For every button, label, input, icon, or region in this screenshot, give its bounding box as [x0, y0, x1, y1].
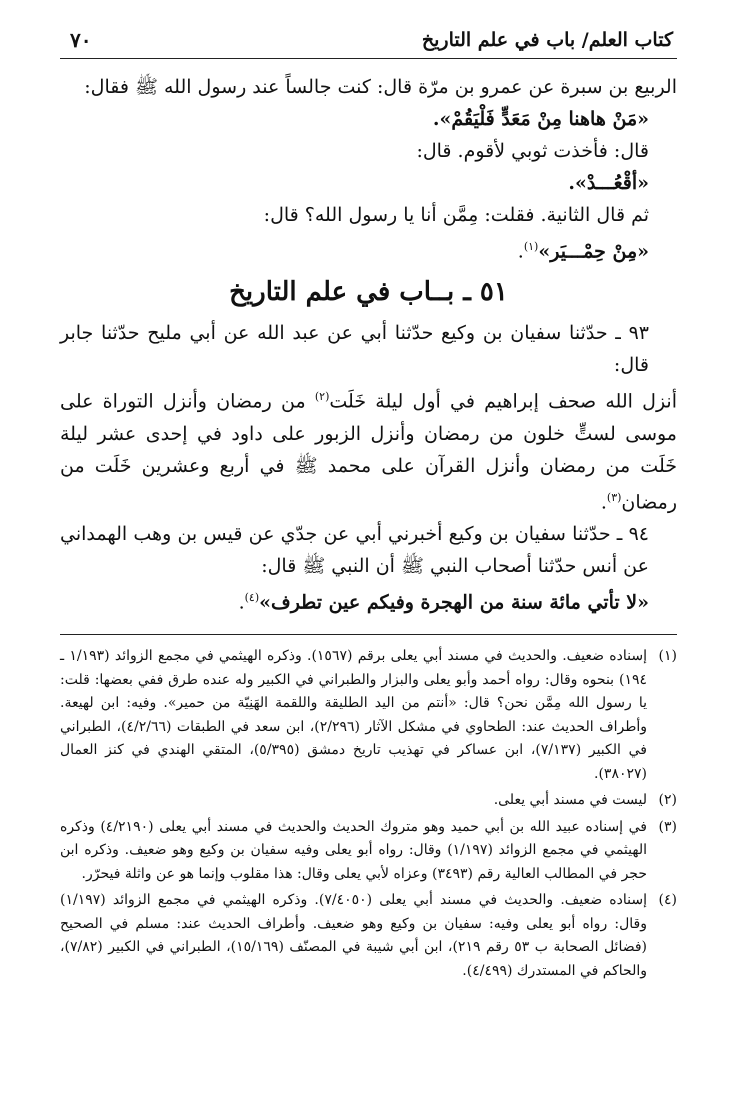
page-number: ٧٠ — [70, 28, 92, 52]
footnote-text: ليست في مسند أبي يعلى. — [493, 792, 647, 809]
quote-3-end: . — [517, 240, 524, 263]
footnote-2 — [60, 789, 677, 813]
quote-2: «أقْعُـــدْ». — [568, 172, 649, 194]
footnotes — [60, 645, 677, 983]
footnote-ref-3[interactable]: (٣) — [606, 490, 622, 504]
running-title: كتاب العلم/ باب في علم التاريخ — [421, 29, 673, 51]
footnote-number: (١) — [658, 648, 677, 665]
paragraph-2: قال: فأخذت ثوبي لأقوم. قال: — [416, 140, 649, 162]
hadith-93-end: . — [600, 490, 607, 513]
quote-1: «مَنْ هاهنا مِنْ مَعَدٍّ فَلْيَقُمْ». — [432, 108, 649, 130]
footnote-3 — [60, 816, 677, 887]
footnote-number: (٤) — [658, 892, 677, 909]
quote-4-end: . — [238, 591, 245, 614]
page-header — [60, 28, 677, 58]
paragraph-1: الربيع بن سبرة عن عمرو بن مرّة قال: كنت جالساً عند رسول الله ﷺ فقال: — [84, 76, 677, 98]
hadith-94-chain: ٩٤ ـ حدّثنا سفيان بن وكيع أخبرني أبي عن جدّي عن قيس بن وهب الهمداني عن أنس حدّثنا أصحاب النبي ﷺ أن النبي ﷺ قال: — [60, 522, 649, 577]
quote-3-line — [60, 231, 677, 267]
header-rule — [60, 58, 677, 59]
footnote-text: إسناده ضعيف. والحديث في مسند أبي يعلى (٧/٤٠٥٠). وذكره الهيثمي في مجمع الزوائد (١/١٩٧) وقال: رواه أبو يعلى وفيه: سفيان بن وكيع وهو ضعيف. وأطراف الحديث عند: مسلم في الصحيح (فضائل الصحابة ب ٥٣ رقم ٢١٩)، ابن أبي شيبة في المصنّف (١٥/١٦٩)، الطبراني في الكبير (٧/٨٢)، والحاكم في المستدرك (٤/٤٩٩). — [60, 892, 648, 979]
footnote-text: في إسناده عبيد الله بن أبي حميد وهو متروك الحديث والحديث في مسند أبي يعلى (٤/٢١٩٠) وذكره الهيثمي في مجمع الزوائد (١/١٩٧) وقال: رواه أبو يعلى وفيه سفيان بن وكيع وهو ضعيف. وذكره ابن حجر في المطالب العالية رقم (٣٤٩٣) وعزاه لأبي يعلى وقال: هذا مقلوب وإنما هو عن واثلة فيحرّر. — [60, 818, 647, 882]
footnote-number: (٢) — [658, 792, 677, 809]
footnote-ref-2[interactable]: (٢) — [314, 390, 330, 404]
main-text — [60, 71, 677, 618]
hadith-93-text — [60, 381, 677, 518]
chapter-heading: ٥١ ـ بــاب في علم التاريخ — [229, 277, 508, 308]
footnote-4 — [60, 889, 677, 983]
quote-4-line — [60, 582, 677, 618]
hadith-93-part-a: أنزل الله صحف إبراهيم في أول ليلة خَلَت — [329, 390, 677, 413]
hadith-93-chain: ٩٣ ـ حدّثنا سفيان بن وكيع حدّثنا أبي عن عبد الله عن أبي مليح حدّثنا جابر قال: — [60, 322, 649, 377]
hadith-93-part-b: من رمضان وأنزل التوراة على موسى لستٍّ خلون من رمضان وأنزل الزبور على داود في إحدى عشر ليلة خَلَت من رمضان وأنزل القرآن على محمد ﷺ في أربع وعشرين خَلَت من رمضان — [60, 390, 677, 513]
quote-3: «مِنْ حِمْـــيَر» — [538, 240, 649, 263]
paragraph-3: ثم قال الثانية. فقلت: مِمَّن أنا يا رسول الله؟ قال: — [263, 204, 649, 226]
footnote-separator — [60, 634, 677, 635]
footnote-ref-1[interactable]: (١) — [523, 240, 539, 253]
quote-4: «لا تأتي مائة سنة من الهجرة وفيكم عين تطرف» — [259, 591, 649, 614]
footnote-text: إسناده ضعيف. والحديث في مسند أبي يعلى برقم (١٥٦٧). وذكره الهيثمي في مجمع الزوائد (١/١٩٣ ـ ١٩٤) بنحوه وقال: رواه أحمد وأبو يعلى والبزار والطبراني في الكبير وله عنده طرق ففي بعضها: قلت: يا رسول الله مِمَّن نحن؟ قال: «أنتم من اليد الطليقة واللقمة الهَنِيّة من حمير». وفيه: ابن لهيعة. وأطراف الحديث عند: الطحاوي في مشكل الآثار (٢/٢٩٦)، ابن سعد في الطبقات (٤/٢/٦٦)، الطبراني في الكبير (٧/١٣٧)، ابن عساكر في تهذيب تاريخ دمشق (٥/٣٩٥)، المتقي الهندي في كنز العمال (٣٨٠٢٧). — [60, 648, 647, 782]
footnote-1 — [60, 645, 677, 786]
footnote-ref-4[interactable]: (٤) — [244, 590, 260, 604]
footnote-number: (٣) — [658, 818, 677, 835]
